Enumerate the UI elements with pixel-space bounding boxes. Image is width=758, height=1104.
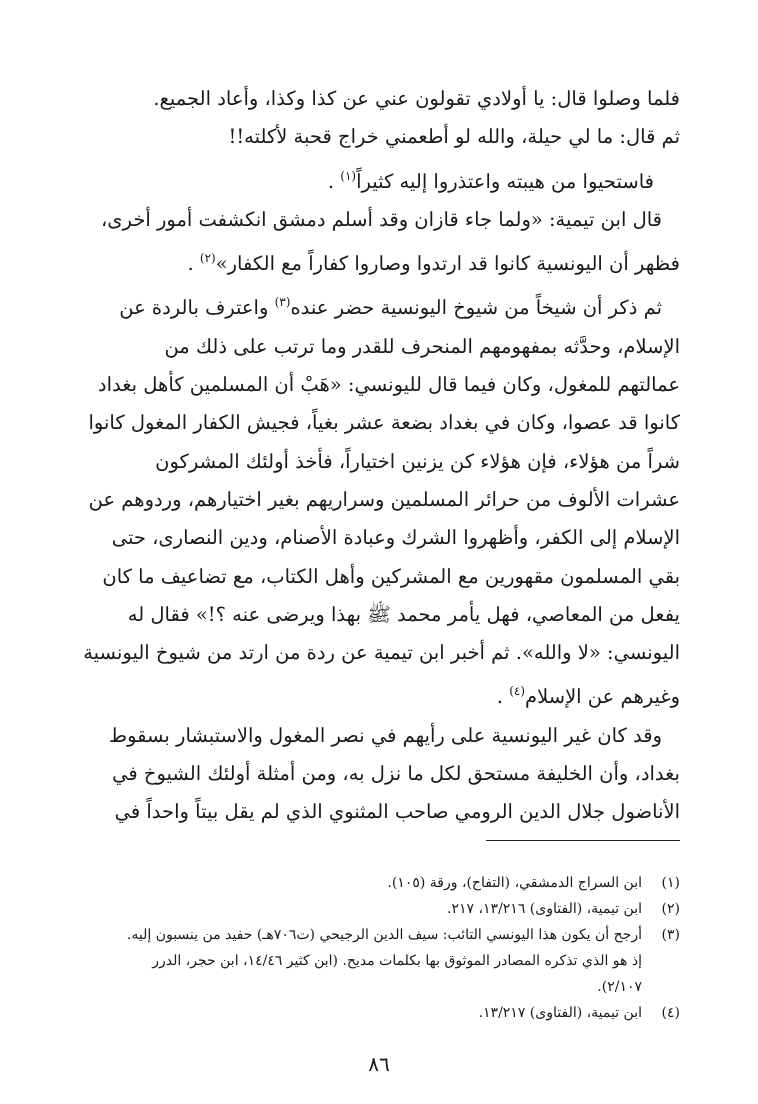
text-line: عمالتهم للمغول، وكان فيما قال لليونسي: «هَبْ أن المسلمين كأهل بغداد <box>97 373 680 397</box>
footnote <box>60 896 680 922</box>
footnote-text: أرجح أن يكون هذا اليونسي التائب: سيف الدين الرجيحي (ت٧٠٦هـ) حفيد من ينسبون إليه. <box>126 927 642 943</box>
text-line: شراً من هؤلاء، فإن هؤلاء كن يزنين اختياراً، فأخذ أولئك المشركون <box>155 449 680 473</box>
text-line: وقد كان غير اليونسية على رأيهم في نصر المغول والاستبشار بسقوط <box>109 723 662 747</box>
footnote-text: ابن تيمية، (الفتاوى) ١٣/٢١٦، ٢١٧. <box>447 901 642 917</box>
sentence-end: . <box>496 685 503 709</box>
text-line: قال ابن تيمية: «ولما جاء قازان وقد أسلم دمشق انكشفت أمور أخرى، <box>101 207 662 231</box>
text-line: بغداد، وأن الخليفة مستحق لكل ما نزل به، ومن أمثلة أولئك الشيوخ في <box>112 762 680 786</box>
text-line: اليونسي: «لا والله». ثم أخبر ابن تيمية عن ردة من ارتد من شيوخ اليونسية <box>83 641 680 665</box>
text-line <box>76 239 680 283</box>
footnotes <box>60 870 680 1026</box>
text-fragment: ثم ذكر أن شيخاً من شيوخ اليونسية حضر عنده <box>290 296 662 320</box>
text-line: فلما وصلوا قال: يا أولادي تقولون عني عن كذا وكذا، وأعاد الجميع. <box>153 87 680 110</box>
text-line: بقي المسلمون مقهورين مع المشركين وأهل الكتاب، مع تضاعيف ما كان <box>102 564 680 588</box>
main-text <box>76 80 680 832</box>
text-line <box>76 672 680 716</box>
footnote-divider <box>486 840 680 841</box>
sentence-end: . <box>187 252 194 276</box>
text-line <box>76 157 680 201</box>
text-line: ثم قال: ما لي حيلة، والله لو أطعمني خراج قحبة لأكلته!! <box>228 125 680 149</box>
footnote-number: (٤) <box>661 1005 680 1021</box>
text-line: الإسلام، وحدَّثه بمفهومهم المنحرف للقدر وما ترتب على ذلك من <box>164 334 680 358</box>
footnote <box>60 870 680 896</box>
footnote-number: (٣) <box>661 927 680 943</box>
footnote <box>60 922 680 1000</box>
text-fragment: وغيرهم عن الإسلام <box>525 685 680 709</box>
text-fragment: واعترف بالردة عن <box>119 296 269 320</box>
text-line: يفعل من المعاصي، فهل يأمر محمد ﷺ بهذا ويرضى عنه ؟!» فقال له <box>127 602 680 626</box>
footnote <box>60 1000 680 1026</box>
text-line: الأناضول جلال الدين الرومي صاحب المثنوي الذي لم يقل بيتاً واحداً في <box>114 800 680 824</box>
text-line <box>76 283 680 327</box>
footnote-text: ابن تيمية، (الفتاوى) ١٣/٢١٧. <box>478 1005 642 1021</box>
footnote-number: (١) <box>661 875 680 891</box>
footnote-text: ابن السراج الدمشقي، (التفاح)، ورقة (١٠٥). <box>387 875 642 891</box>
footnote-ref: (١) <box>340 168 357 183</box>
text-fragment: فاستحيوا من هيبته واعتذروا إليه كثيراً <box>356 169 654 193</box>
text-line: كانوا قد عصوا، وكان في بغداد بضعة عشر بغياً، فجيش الكفار المغول كانوا <box>88 411 680 435</box>
footnote-ref: (٤) <box>509 684 526 699</box>
text-fragment: فظهر أن اليونسية كانوا قد ارتدوا وصاروا كفاراً مع الكفار» <box>215 252 680 276</box>
text-line: الإسلام إلى الكفر، وأظهروا الشرك وعبادة الأصنام، ودين النصارى، حتى <box>111 526 680 550</box>
footnote-ref: (٢) <box>199 251 216 266</box>
sentence-end: . <box>327 169 335 193</box>
footnote-text: إذ هو الذي تذكره المصادر الموثوق بها بكلمات مديح. (ابن كثير ١٤/٤٦، ابن حجر، الدرر <box>152 953 642 969</box>
page-number: ٨٦ <box>368 1052 390 1076</box>
footnote-number: (٢) <box>661 901 680 917</box>
text-line: عشرات الألوف من حرائر المسلمين وسراريهم بغير اختيارهم، وردوهم عن <box>88 487 680 511</box>
footnote-text: ٢/١٠٧). <box>597 979 642 995</box>
footnote-ref: (٣) <box>274 295 291 310</box>
